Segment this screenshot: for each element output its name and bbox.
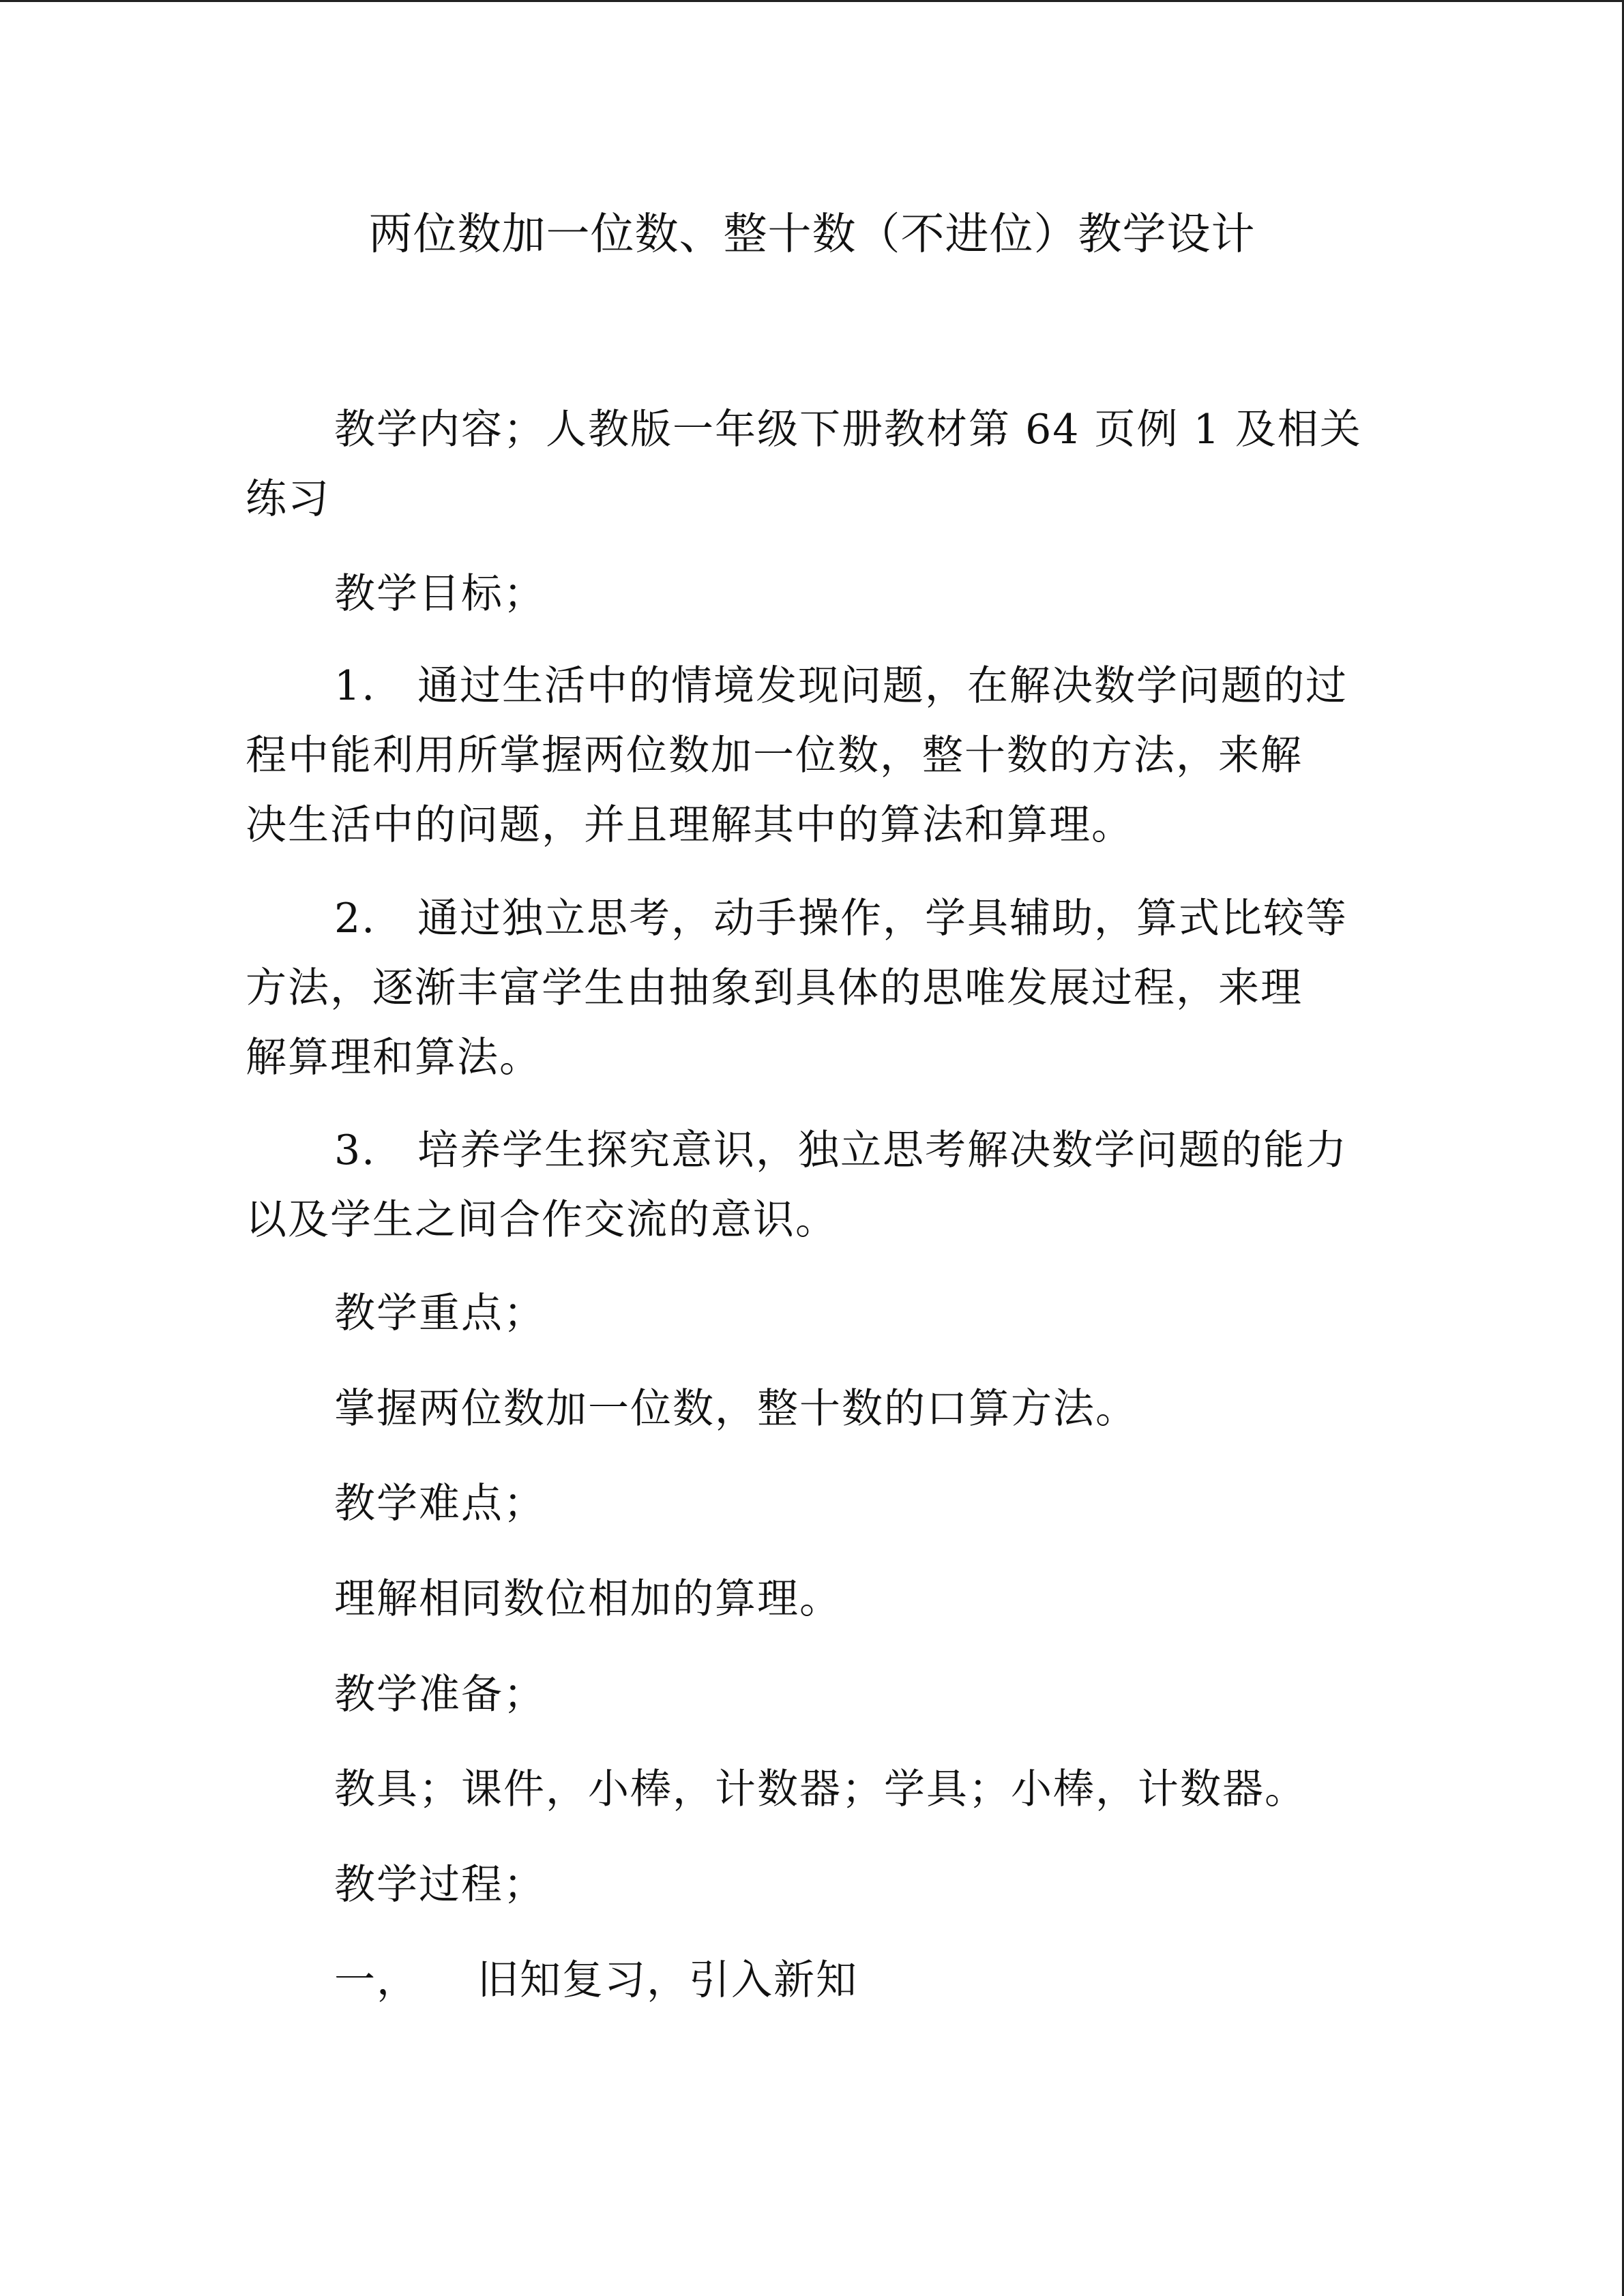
list-number: 1. [334,662,377,710]
preparation-text: 教具；课件，小棒，计数器；学具；小棒，计数器。 [334,1765,1307,1813]
list-number: 2. [334,895,377,942]
list-text: 培养学生探究意识，独立思考解决数学问题的能力 [417,1127,1348,1174]
goal-3-paragraph [246,1116,1378,1255]
paragraph-line: 练习 [246,475,330,523]
paragraph-line: 决生活中的问题，并且理解其中的算法和算理。 [246,801,1134,849]
paragraph-line: 教学内容；人教版一年级下册教材第 64 页例 1 及相关 [334,406,1362,453]
goal-1-paragraph [246,651,1378,860]
process-heading: 教学过程； [334,1861,546,1909]
top-border [0,0,1624,2]
preparation-heading: 教学准备； [334,1671,546,1718]
teaching-content-paragraph [246,395,1378,534]
paragraph-line: 程中能利用所掌握两位数加一位数，整十数的方法，来解 [246,732,1303,779]
section-title: 旧知复习，引入新知 [477,1956,858,2004]
paragraph-line [246,884,1378,953]
key-points-text: 掌握两位数加一位数，整十数的口算方法。 [334,1385,1138,1433]
goal-2-paragraph [246,884,1378,1092]
paragraph-line: 解算理和算法。 [246,1034,542,1082]
difficulty-text: 理解相同数位相加的算理。 [334,1575,842,1623]
paragraph-line: 以及学生之间合作交流的意识。 [246,1196,838,1244]
list-number: 3. [334,1127,377,1174]
list-text: 通过独立思考，动手操作，学具辅助，算式比较等 [417,895,1348,942]
section-heading-1 [334,1945,858,2015]
section-number: 一， [334,1956,419,2004]
document-title: 两位数加一位数、整十数（不进位）教学设计 [368,209,1256,260]
paragraph-line [246,1116,1378,1185]
difficulty-heading: 教学难点； [334,1480,546,1527]
goals-heading: 教学目标； [334,570,546,618]
key-points-heading: 教学重点； [334,1289,546,1337]
paragraph-line [246,651,1378,721]
list-text: 通过生活中的情境发现问题，在解决数学问题的过 [417,662,1348,710]
paragraph-line: 方法，逐渐丰富学生由抽象到具体的思唯发展过程，来理 [246,964,1303,1012]
